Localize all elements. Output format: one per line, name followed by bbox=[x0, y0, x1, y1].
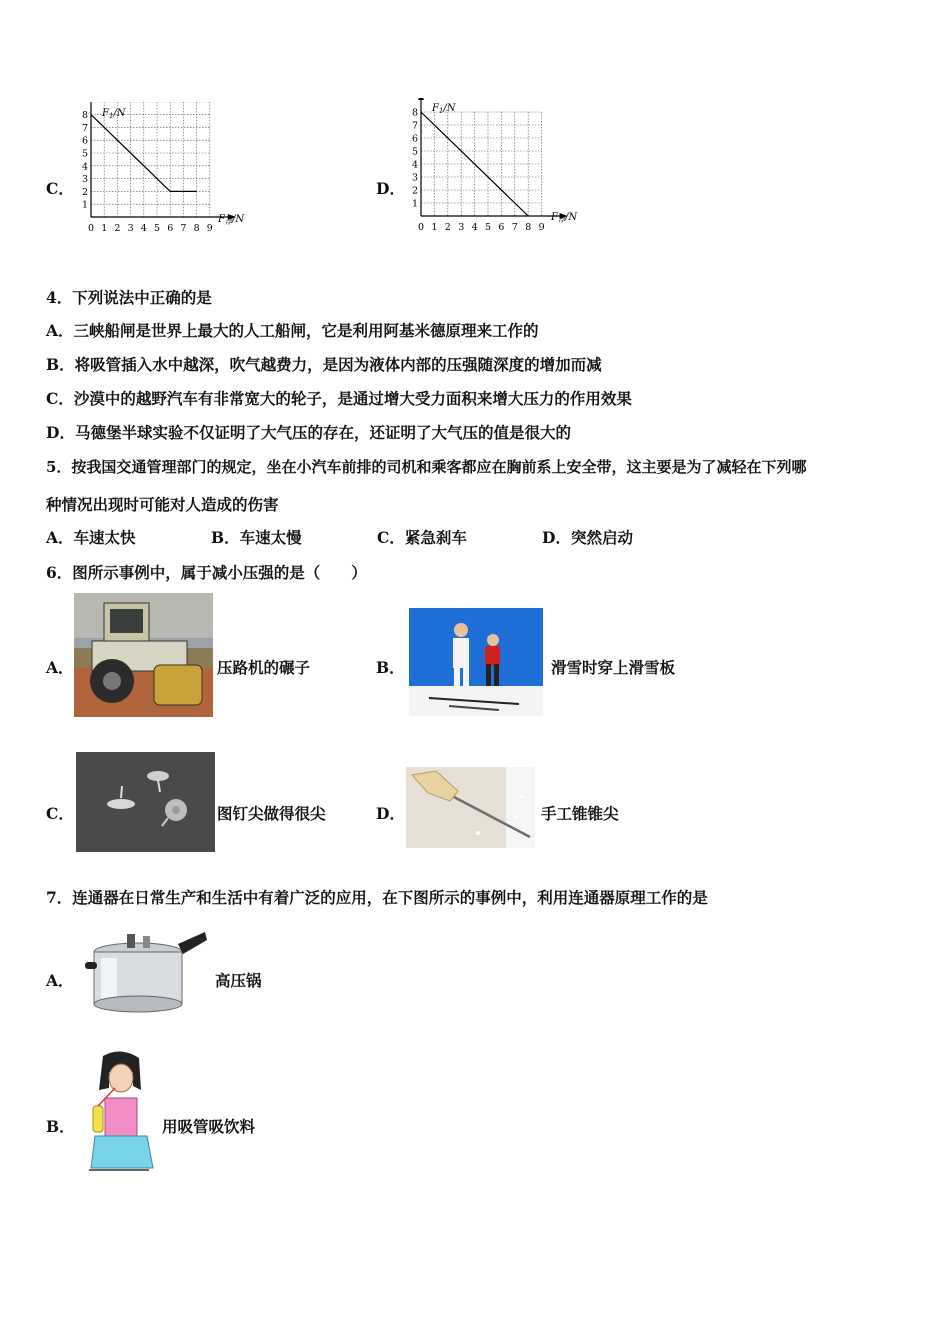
gd-ytick: 5 bbox=[412, 146, 419, 158]
graph-d-grid bbox=[421, 112, 542, 216]
gc-ytick: 5 bbox=[82, 148, 89, 160]
graph-c bbox=[78, 102, 253, 247]
gd-xtick: 8 bbox=[525, 222, 532, 233]
q6-a-label: A． bbox=[46, 658, 74, 677]
gd-xtick: 5 bbox=[485, 222, 492, 233]
q6-b-label: B． bbox=[376, 658, 405, 677]
gd-xtick: 7 bbox=[511, 222, 518, 233]
gd-xtick: 6 bbox=[498, 222, 505, 233]
girl-drinking-straw-image bbox=[87, 1050, 155, 1173]
q7-a-caption: 高压锅 bbox=[215, 971, 262, 990]
gc-xtick: 4 bbox=[140, 223, 147, 234]
gc-ytick: 3 bbox=[82, 174, 89, 186]
graph-d bbox=[408, 98, 586, 245]
q6-b-caption: 滑雪时穿上滑雪板 bbox=[551, 658, 676, 677]
gc-xtick: 5 bbox=[154, 223, 161, 234]
gc-ytick: 6 bbox=[82, 135, 89, 147]
q6-d-label: D． bbox=[376, 804, 405, 823]
gc-xtick: 9 bbox=[206, 223, 213, 234]
graph-c-x-axis-label: $F_浮/N$ bbox=[218, 214, 245, 226]
graph-d-y-axis-label: $F_1/N$ bbox=[432, 103, 456, 115]
q5-stem-line2: 种情况出现时可能对人造成的伤害 bbox=[46, 495, 279, 514]
q7-b-caption: 用吸管吸饮料 bbox=[162, 1117, 256, 1136]
graph-c-yticks bbox=[82, 110, 88, 211]
q4-option-a: A．三峡船闸是世界上最大的人工船闸，它是利用阿基米德原理来工作的 bbox=[46, 321, 539, 340]
q5-option-b: B．车速太慢 bbox=[211, 528, 302, 547]
q6-a-caption: 压路机的碾子 bbox=[217, 658, 311, 677]
gd-xtick: 1 bbox=[431, 222, 438, 233]
graph-d-x-axis-label: $F_浮/N$ bbox=[551, 212, 578, 224]
q4-stem: 4．下列说法中正确的是 bbox=[46, 288, 212, 307]
q6-d-caption: 手工锥锥尖 bbox=[541, 804, 619, 823]
gd-xtick: 0 bbox=[418, 222, 425, 233]
gd-ytick: 7 bbox=[412, 120, 419, 132]
gc-xtick: 3 bbox=[127, 223, 134, 234]
pressure-cooker-image bbox=[83, 922, 208, 1016]
gc-ytick: 1 bbox=[82, 199, 89, 211]
gc-xtick: 1 bbox=[101, 223, 108, 234]
q6-stem: 6．图所示事例中，属于减小压强的是（ ） bbox=[46, 563, 367, 582]
gc-ytick: 2 bbox=[82, 186, 89, 198]
q7-a-label: A． bbox=[46, 971, 74, 990]
gd-ytick: 2 bbox=[412, 185, 419, 197]
q5-option-c: C．紧急刹车 bbox=[377, 528, 467, 547]
gd-xtick: 4 bbox=[471, 222, 478, 233]
gd-xtick: 3 bbox=[458, 222, 465, 233]
gd-ytick: 3 bbox=[412, 172, 419, 184]
q5-stem-line1: 5．按我国交通管理部门的规定，坐在小汽车前排的司机和乘客都应在胸前系上安全带，这主要是为了减轻在下列哪 bbox=[46, 458, 807, 476]
q4-option-d: D．马德堡半球实验不仅证明了大气压的存在，还证明了大气压的值是很大的 bbox=[46, 423, 571, 442]
graph-d-xticks bbox=[418, 222, 545, 233]
gc-xtick: 2 bbox=[114, 223, 121, 234]
gd-ytick: 8 bbox=[412, 107, 419, 119]
gc-xtick: 7 bbox=[180, 223, 187, 234]
gd-ytick: 4 bbox=[412, 159, 419, 171]
gc-xtick: 8 bbox=[193, 223, 200, 234]
q7-stem: 7．连通器在日常生产和生活中有着广泛的应用，在下图所示的事例中，利用连通器原理工作的是 bbox=[46, 888, 708, 907]
q5-option-a: A．车速太快 bbox=[46, 528, 136, 547]
q6-c-label: C． bbox=[46, 804, 74, 823]
graph-d-yticks bbox=[412, 108, 418, 210]
thumbtacks-image bbox=[76, 752, 215, 852]
road-roller-image bbox=[74, 593, 213, 717]
gd-ytick: 6 bbox=[412, 133, 419, 145]
gd-y-arrow bbox=[418, 98, 424, 100]
gd-ytick: 1 bbox=[412, 198, 419, 210]
graph-c-y-axis-label: $F_1/N$ bbox=[102, 108, 126, 120]
option-c-label: C． bbox=[46, 179, 74, 198]
graph-c-xticks bbox=[88, 223, 213, 234]
q7-b-label: B． bbox=[46, 1117, 75, 1136]
skiers-image bbox=[409, 608, 543, 716]
gd-xtick: 9 bbox=[538, 222, 545, 233]
graph-d-axes bbox=[418, 98, 568, 219]
q6-c-caption: 图钉尖做得很尖 bbox=[217, 804, 326, 823]
gc-ytick: 4 bbox=[82, 161, 89, 173]
awl-image bbox=[406, 767, 535, 848]
gd-xtick: 2 bbox=[444, 222, 451, 233]
q5-option-d: D．突然启动 bbox=[542, 528, 633, 547]
q4-option-b: B．将吸管插入水中越深，吹气越费力，是因为液体内部的压强随深度的增加而减 bbox=[46, 355, 602, 374]
gc-ytick: 7 bbox=[82, 122, 89, 134]
gc-ytick: 8 bbox=[82, 110, 89, 122]
gc-xtick: 0 bbox=[88, 223, 95, 234]
q4-option-c: C．沙漠中的越野汽车有非常宽大的轮子，是通过增大受力面积来增大压力的作用效果 bbox=[46, 389, 632, 408]
option-d-label: D． bbox=[376, 179, 405, 198]
gc-xtick: 6 bbox=[167, 223, 174, 234]
